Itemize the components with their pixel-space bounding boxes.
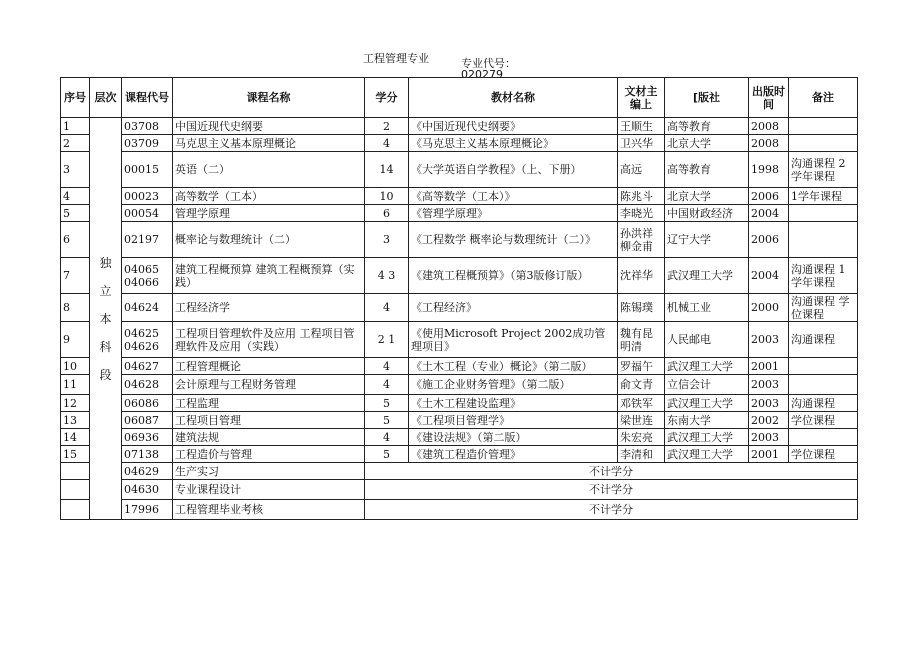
credit: 4: [365, 294, 409, 322]
textbook-name: 《工程项目管理学》: [409, 412, 618, 429]
course-name: 工程经济学: [173, 294, 365, 322]
course-code: 02197: [122, 222, 173, 258]
row-number: 7: [61, 258, 90, 294]
publisher: 高等教育: [665, 118, 749, 135]
note: 学位课程: [789, 446, 858, 463]
textbook-name: 《土木工程建设监理》: [409, 395, 618, 412]
row-number: 9: [61, 322, 90, 358]
course-name: 工程管理毕业考核: [173, 500, 365, 520]
row-number: 10: [61, 358, 90, 375]
publish-year: 2003: [749, 322, 789, 358]
row-number: [61, 480, 90, 500]
header-credit: 学分: [365, 78, 409, 118]
header-no: 序号: [61, 78, 90, 118]
editor: 李晓光: [618, 205, 665, 222]
table-row: [61, 294, 858, 322]
table-row: [61, 429, 858, 446]
credit: 4: [365, 375, 409, 395]
publish-year: 2006: [749, 188, 789, 205]
table-body: [61, 118, 858, 520]
publisher: 立信会计: [665, 375, 749, 395]
editor: 罗福午: [618, 358, 665, 375]
textbook-name: 《高等数学（工本）》: [409, 188, 618, 205]
no-credit-note: 不计学分: [365, 463, 858, 480]
textbook-name: 《管理学原理》: [409, 205, 618, 222]
editor: 沈祥华: [618, 258, 665, 294]
note: 沟通课程: [789, 395, 858, 412]
textbook-name: 《建设法规》（第二版）: [409, 429, 618, 446]
editor: 陈兆斗: [618, 188, 665, 205]
credit: 3: [365, 222, 409, 258]
credit: 4 3: [365, 258, 409, 294]
table-row: [61, 205, 858, 222]
textbook-name: 《工程经济》: [409, 294, 618, 322]
table-row: [61, 395, 858, 412]
header-course-code: 课程代号: [122, 78, 173, 118]
course-code: 04624: [122, 294, 173, 322]
textbook-name: 《土木工程（专业）概论》（第二版）: [409, 358, 618, 375]
course-name: 工程管理概论: [173, 358, 365, 375]
publish-year: 2008: [749, 118, 789, 135]
note: [789, 205, 858, 222]
table-row: [61, 118, 858, 135]
editor: 李清和: [618, 446, 665, 463]
credit: 6: [365, 205, 409, 222]
course-name: 高等数学（工本）: [173, 188, 365, 205]
publisher: 机械工业: [665, 294, 749, 322]
editor: 陈锡璞: [618, 294, 665, 322]
course-code: 04629: [122, 463, 173, 480]
course-code: 06087: [122, 412, 173, 429]
textbook-name: 《使用Microsoft Project 2002成功管理项目》: [409, 322, 618, 358]
row-number: 15: [61, 446, 90, 463]
note: [789, 135, 858, 152]
row-number: 8: [61, 294, 90, 322]
course-name: 工程项目管理: [173, 412, 365, 429]
publish-year: 2004: [749, 205, 789, 222]
course-name: 概率论与数理统计（二）: [173, 222, 365, 258]
course-name: 工程项目管理软件及应用 工程项目管理软件及应用（实践）: [173, 322, 365, 358]
table-row: [61, 463, 858, 480]
publisher: 高等教育: [665, 152, 749, 188]
editor: 魏有昆 明清: [618, 322, 665, 358]
row-number: 11: [61, 375, 90, 395]
credit: 5: [365, 412, 409, 429]
publish-year: 2002: [749, 412, 789, 429]
row-number: 2: [61, 135, 90, 152]
credit: 14: [365, 152, 409, 188]
note: 沟通课程: [789, 322, 858, 358]
publisher: 武汉理工大学: [665, 446, 749, 463]
publisher: 北京大学: [665, 188, 749, 205]
course-code: 04065 04066: [122, 258, 173, 294]
course-code: 00054: [122, 205, 173, 222]
page-title: 工程管理专业: [363, 52, 429, 65]
row-number: 12: [61, 395, 90, 412]
credit: 4: [365, 358, 409, 375]
no-credit-note: 不计学分: [365, 500, 858, 520]
note: 沟通课程 2学年课程: [789, 152, 858, 188]
textbook-name: 《施工企业财务管理》（第二版）: [409, 375, 618, 395]
course-name: 工程监理: [173, 395, 365, 412]
row-number: 3: [61, 152, 90, 188]
row-number: 14: [61, 429, 90, 446]
note: [789, 118, 858, 135]
textbook-name: 《建筑工程概预算》（第3版修订版）: [409, 258, 618, 294]
credit: 5: [365, 395, 409, 412]
credit: 2 1: [365, 322, 409, 358]
header-level: 层次: [90, 78, 122, 118]
table-row: [61, 375, 858, 395]
publish-year: 2008: [749, 135, 789, 152]
table-row: [61, 358, 858, 375]
table-row: [61, 222, 858, 258]
credit: 10: [365, 188, 409, 205]
course-code: 04627: [122, 358, 173, 375]
table-header-row: [61, 78, 858, 118]
publish-year: 2004: [749, 258, 789, 294]
course-name: 英语（二）: [173, 152, 365, 188]
header-year: 出版时间: [749, 78, 789, 118]
textbook-name: 《大学英语自学教程》（上、下册）: [409, 152, 618, 188]
no-credit-note: 不计学分: [365, 480, 858, 500]
editor: 梁世连: [618, 412, 665, 429]
row-number: 4: [61, 188, 90, 205]
publish-year: 2003: [749, 395, 789, 412]
course-code: 06086: [122, 395, 173, 412]
course-name: 专业课程设计: [173, 480, 365, 500]
credit: 4: [365, 135, 409, 152]
major-code-label: 专业代号：: [461, 57, 516, 70]
row-number: [61, 500, 90, 520]
course-name: 工程造价与管理: [173, 446, 365, 463]
table-row: [61, 258, 858, 294]
publish-year: 2001: [749, 358, 789, 375]
publisher: 辽宁大学: [665, 222, 749, 258]
level-cell: 独立本科段: [90, 118, 122, 520]
note: [789, 222, 858, 258]
editor: 朱宏亮: [618, 429, 665, 446]
publish-year: 2003: [749, 429, 789, 446]
publisher: 人民邮电: [665, 322, 749, 358]
publisher: 武汉理工大学: [665, 258, 749, 294]
publish-year: 2000: [749, 294, 789, 322]
course-name: 管理学原理: [173, 205, 365, 222]
textbook-name: 《马克思主义基本原理概论》: [409, 135, 618, 152]
header-publisher: [版社: [665, 78, 749, 118]
publisher: 北京大学: [665, 135, 749, 152]
publisher: 中国财政经济: [665, 205, 749, 222]
textbook-name: 《工程数学 概率论与数理统计（二）》: [409, 222, 618, 258]
note: [789, 429, 858, 446]
header-note: 备注: [789, 78, 858, 118]
note: [789, 358, 858, 375]
publish-year: 1998: [749, 152, 789, 188]
editor: 孙洪祥 柳金甫: [618, 222, 665, 258]
publisher: 武汉理工大学: [665, 429, 749, 446]
row-number: 6: [61, 222, 90, 258]
major-code-value: 020279: [461, 68, 503, 81]
course-code: 07138: [122, 446, 173, 463]
course-code: 04625 04626: [122, 322, 173, 358]
textbook-name: 《中国近现代史纲要》: [409, 118, 618, 135]
header-course-name: 课程名称: [173, 78, 365, 118]
note: 沟通课程 1学年课程: [789, 258, 858, 294]
table-row: [61, 412, 858, 429]
editor: 卫兴华: [618, 135, 665, 152]
table-row: [61, 322, 858, 358]
row-number: 13: [61, 412, 90, 429]
course-code: 00015: [122, 152, 173, 188]
course-name: 马克思主义基本原理概论: [173, 135, 365, 152]
note: 学位课程: [789, 412, 858, 429]
editor: 邓铁军: [618, 395, 665, 412]
table-row: [61, 188, 858, 205]
publisher: 武汉理工大学: [665, 395, 749, 412]
row-number: 5: [61, 205, 90, 222]
course-name: 中国近现代史纲要: [173, 118, 365, 135]
course-name: 建筑工程概预算 建筑工程概预算（实践）: [173, 258, 365, 294]
note: 1学年课程: [789, 188, 858, 205]
course-name: 会计原理与工程财务管理: [173, 375, 365, 395]
publish-year: 2001: [749, 446, 789, 463]
publish-year: 2003: [749, 375, 789, 395]
note: 沟通课程 学位课程: [789, 294, 858, 322]
course-code: 04630: [122, 480, 173, 500]
credit: 5: [365, 446, 409, 463]
table-row: [61, 446, 858, 463]
publisher: 武汉理工大学: [665, 358, 749, 375]
table-row: [61, 135, 858, 152]
course-code: 04628: [122, 375, 173, 395]
publish-year: 2006: [749, 222, 789, 258]
row-number: 1: [61, 118, 90, 135]
credit: 2: [365, 118, 409, 135]
course-table: [60, 77, 858, 520]
editor: 高远: [618, 152, 665, 188]
table-row: [61, 152, 858, 188]
header-textbook: 教材名称: [409, 78, 618, 118]
course-name: 建筑法规: [173, 429, 365, 446]
row-number: [61, 463, 90, 480]
note: [789, 375, 858, 395]
course-code: 17996: [122, 500, 173, 520]
editor: 王顺生: [618, 118, 665, 135]
table-row: [61, 480, 858, 500]
publisher: 东南大学: [665, 412, 749, 429]
course-code: 03709: [122, 135, 173, 152]
course-code: 03708: [122, 118, 173, 135]
textbook-name: 《建筑工程造价管理》: [409, 446, 618, 463]
course-code: 00023: [122, 188, 173, 205]
editor: 俞文青: [618, 375, 665, 395]
course-code: 06936: [122, 429, 173, 446]
credit: 4: [365, 429, 409, 446]
header-editor: 文材主编上: [618, 78, 665, 118]
table-row: [61, 500, 858, 520]
course-name: 生产实习: [173, 463, 365, 480]
